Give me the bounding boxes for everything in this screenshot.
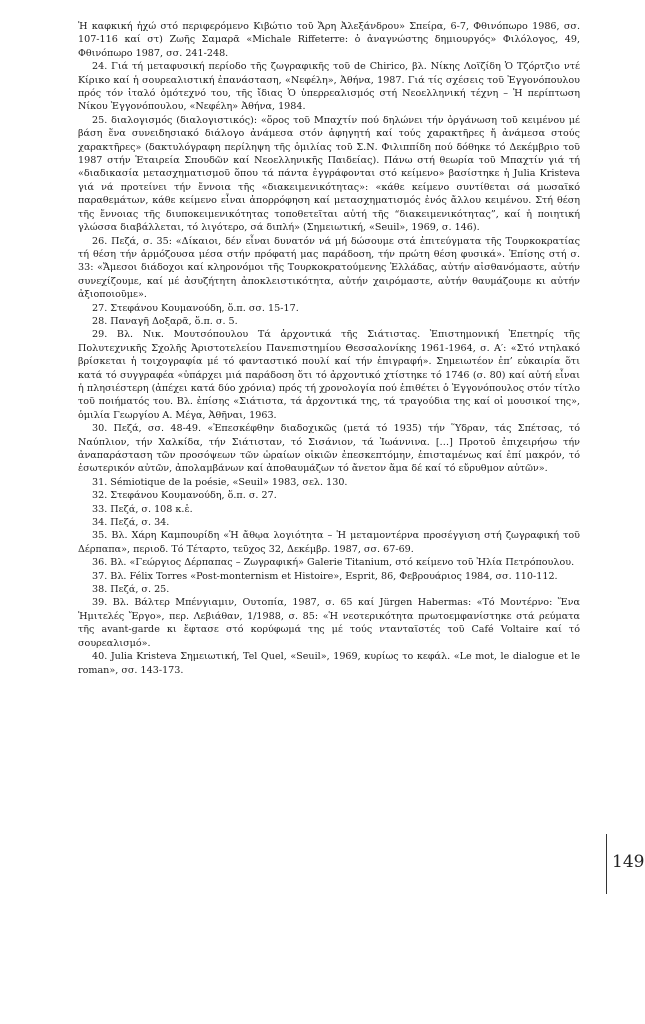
footnote-28: 28. Παναγῆ Δοξαρᾶ, ὅ.π. σ. 5. — [92, 315, 238, 327]
footnote-32: 32. Στεφάνου Κουμανούδη, ὅ.π. σ. 27. — [92, 490, 277, 502]
footnote-24: 24. Γιά τή μεταφυσική περίοδο τῆς ζωγραφικῆς τοῦ de Chirico, βλ. Νίκης Λοϊζίδη Ὁ Τζόρτζιο ντέ Κίρικο καί ἡ σουρεαλιστική ἐπανάσταση, «Νεφέλη», Ἀθήνα, 1987. Γιά τίς σχέσεις τοῦ Ἐγγονόπουλου πρός τόν ἰταλό ὁμότεχνό του, τῆς ἴδιας Ὁ ὑπερρεαλισμός στή Νεοελληνική τέχνη – Ἡ περίπτωση Νίκου Ἐγγονόπουλου, «Νεφέλη» Ἀθήνα, 1984. — [78, 61, 580, 113]
footnote-26: 26. Πεζά, σ. 35: «Δίκαιοι, δέν εἶναι δυνατόν νά μή δώσουμε στά ἐπιτεύγματα τῆς Τουρκοκρατίας τή θέση τήν ἁρμόζουσα μέσα στήν πρόφατή μας παράδοση, τήν πρώτη θέση φυσικά». Ἐπίσης στή σ. 33: «Ἄμεσοι διάδοχοι καί κληρονόμοι τῆς Τουρκοκρατούμενης Ἑλλάδας, αὐτήν αἰσθανόμαστε, αὐτήν συνεχίζουμε, καί μέ ἀσυζήτητη ἀποκλειστικότητα, αὐτήν χαιρόμαστε, αὐτήν θαυμάζουμε κι αὐτήν ἀξιοποιοῦμε». — [78, 235, 580, 301]
footnote-25: 25. διαλογισμός (διαλογιστικός): «ὅρος τοῦ Μπαχτίν πού δηλώνει τήν ὀργάνωση τοῦ κειμένου μέ βάση ἕνα συνειδησιακό διάλογο ἀνάμεσα στόν ἀφηγητή καί τούς χαρακτῆρες ἤ ἀνάμεσα στούς χαρακτῆρες» (δακτυλόγραφη περίληψη τῆς ὁμιλίας τοῦ Σ.Ν. Φιλιππίδη πού δόθηκε τό Δεκέμβριο τοῦ 1987 στήν Ἑταιρεία Σπουδῶν καί Νεοελληνικῆς Παιδείας). Πάνω στή θεωρία τοῦ Μπαχτίν γιά τή «διαδικασία μετασχηματισμοῦ ὅπου τά πάντα ἐγγράφονται στό κείμενο» βασίστηκε ἡ Julia Kristeva γιά νά προτείνει τήν ἔννοια τῆς «διακειμενικότητας»: «κάθε κείμενο συντίθεται σά μωσαϊκό παραθεμάτων, κάθε κείμενο εἶναι ἀπορρόφηση καί μετασχηματισμός ἑνός ἄλλου κειμένου. Στή θέση τῆς ἔννοιας τῆς διυποκειμενικότητας τοποθετεῖται αὐτή τῆς “διακειμενικότητας”, καί ἡ ποιητική γλώσσα διαβάλλεται, τό λιγότερο, σά διπλή» (Σημειωτική, «Seuil», 1969, σ. 146). — [78, 114, 580, 234]
footnote-27: 27. Στεφάνου Κουμανούδη, ὅ.π. σσ. 15-17. — [92, 302, 299, 314]
footnotes-block — [78, 20, 580, 677]
footnote-29: 29. Βλ. Νικ. Μουτσόπουλου Τά ἀρχοντικά τῆς Σιάτιστας. Ἐπιστημονική Ἐπετηρίς τῆς Πολυτεχνικῆς Σχολῆς Ἀριστοτελείου Πανεπιστημίου Θεσσαλονίκης 1961-1964, σ. Α′: «Στό ντηλακό βρίσκεται ἡ τοιχογραφία μέ τό φανταστικό πουλί καί τήν ἐπιγραφή». Σημειωτέον ἐπ’ εὐκαιρία ὅτι κατά τό συγγραφέα «ὑπάρχει μιά παράδοση ὅτι τό ἀρχοντικό χτίστηκε τό 1746 (σ. 80) καί αὐτή εἶναι ἡ πλησιέστερη (ἀπέχει κατά δύο χρόνια) πρός τή χρονολογία πού ἐπιθέτει ὁ Ἐγγονόπουλος στόν τίτλο τοῦ ποιήματός του. Βλ. ἐπίσης «Σιάτιστα, τά ἀρχοντικά της, τά τραγούδια της καί οἱ μουσικοί της», ὁμιλία Γεωργίου Α. Μέγα, Ἀθῆναι, 1963. — [78, 329, 580, 421]
footnote-33: 33. Πεζά, σ. 108 κ.ἑ. — [92, 503, 193, 515]
footnote-40: 40. Julia Kristeva Σημειωτική, Tel Quel, «Seuil», 1969, κυρίως το κεφάλ. «Le mot, le dialogue et le roman», σσ. 143-173. — [78, 651, 580, 676]
footnote-34: 34. Πεζά, σ. 34. — [92, 517, 170, 529]
page-number: 149 — [612, 852, 645, 872]
footnote-39: 39. Βλ. Βάλτερ Μπένγιαμιν, Ουτοπία, 1987, σ. 65 καί Jürgen Habermas: «Τό Μοντέρνο: Ἕνα Ἡμιτελές Ἔργο», περ. Λεβιάθαν, 1/1988, σ. 85: «Ἡ νεοτερικότητα πρωτοεμφανίστηκε στά ρεύματα τῆς avant-garde κι ἔφτασε στό κορύφωμά της μέ τούς ντανταϊστές τοῦ Café Voltaire καί τό σουρεαλισμό». — [78, 597, 580, 649]
footnote-23-continued: Ἡ καφκική ἠχώ στό περιφερόμενο Κιβώτιο τοῦ Ἄρη Ἀλεξάνδρου» Σπείρα, 6-7, Φθινόπωρο 1986, σσ. 107-116 καί στ) Ζωῆς Σαμαρᾶ «Michale Riffeterre: ὁ ἀναγνώστης δημιουργός» Φιλόλογος, 49, Φθινόπωρο 1987, σσ. 241-248. — [78, 21, 580, 59]
footnote-31: 31. Sémiotique de la poésie, «Seuil» 1983, σελ. 130. — [92, 476, 348, 488]
footnote-35: 35. Βλ. Χάρη Καμπουρίδη «Ἡ ἄθῳα λογιότητα – Ἡ μεταμοντέρνα προσέγγιση στή ζωγραφική τοῦ Δέρπαπα», περιοδ. Τό Τέταρτο, τεῦχος 32, Δεκέμβρ. 1987, σσ. 67-69. — [78, 530, 580, 555]
footnote-30: 30. Πεζά, σσ. 48-49. «Ἐπεσκέφθην διαδοχικῶς (μετά τό 1935) τήν Ὕδραν, τάς Σπέτσας, τό Ναύπλιον, τήν Χαλκίδα, τήν Σιάτισταν, τό Σισάνιον, τά Ἰωάννινα. […] Προτοῦ ἐπιχειρήσω τήν ἀναπαράσταση τῶν προσόψεων τῶν ὡραίων οἰκιῶν ἐπεσκεπτόμην, ἐπισταμένως καί ἐπί μακρόν, τό ἐσωτερικόν αὐτῶν, ἀπολαμβάνων καί ἀποθαυμάζων τό ἄνετον ἅμα δέ καί τό εὔρυθμον αὐτῶν». — [78, 423, 580, 475]
page-number-rule — [606, 834, 607, 894]
footnote-37: 37. Βλ. Félix Torres «Post-monternism et Histoire», Esprit, 86, Φεβρουάριος 1984, σσ. 110-112. — [92, 570, 558, 582]
footnote-36: 36. Βλ. «Γεώργιος Δέρπαπας – Ζωγραφική» Galerie Titanium, στό κείμενο τοῦ Ἠλία Πετρόπουλου. — [92, 557, 575, 569]
footnote-38: 38. Πεζά, σ. 25. — [92, 584, 170, 596]
